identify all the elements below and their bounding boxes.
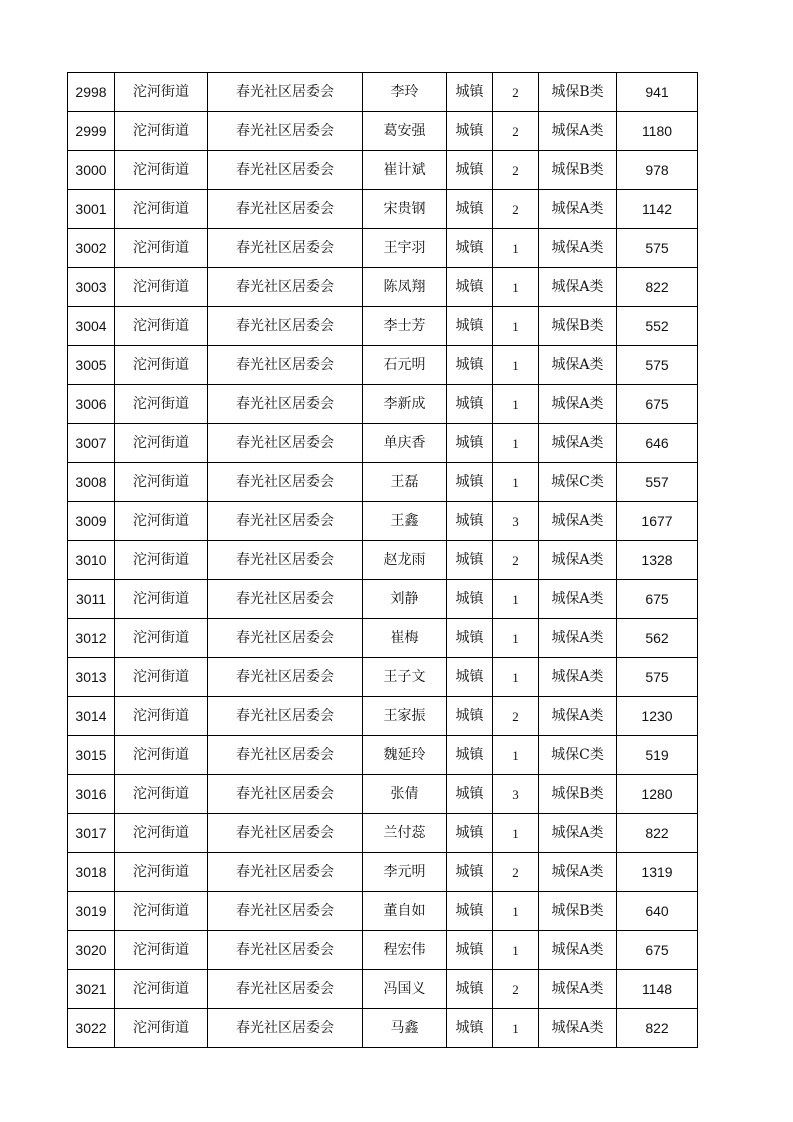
insurance-category-cell: 城保A类	[539, 502, 617, 541]
record-id-cell: 3022	[68, 1009, 115, 1048]
insurance-category-cell: 城保A类	[539, 112, 617, 151]
committee-cell: 春光社区居委会	[208, 697, 363, 736]
person-name-cell: 董自如	[363, 892, 447, 931]
insurance-category-cell: 城保B类	[539, 307, 617, 346]
area-type-cell: 城镇	[447, 814, 493, 853]
committee-cell: 春光社区居委会	[208, 502, 363, 541]
insurance-category-cell: 城保A类	[539, 814, 617, 853]
person-name-cell: 赵龙雨	[363, 541, 447, 580]
street-cell: 沱河街道	[115, 892, 208, 931]
area-type-cell: 城镇	[447, 73, 493, 112]
amount-cell: 675	[617, 385, 698, 424]
record-id-cell: 2999	[68, 112, 115, 151]
insurance-category-cell: 城保A类	[539, 190, 617, 229]
insurance-category-cell: 城保A类	[539, 658, 617, 697]
table-row	[68, 814, 698, 853]
committee-cell: 春光社区居委会	[208, 268, 363, 307]
record-id-cell: 3015	[68, 736, 115, 775]
amount-cell: 675	[617, 580, 698, 619]
table-row	[68, 619, 698, 658]
household-size-cell: 1	[493, 736, 539, 775]
person-name-cell: 李士芳	[363, 307, 447, 346]
record-id-cell: 3017	[68, 814, 115, 853]
insurance-category-cell: 城保A类	[539, 619, 617, 658]
street-cell: 沱河街道	[115, 853, 208, 892]
committee-cell: 春光社区居委会	[208, 853, 363, 892]
area-type-cell: 城镇	[447, 268, 493, 307]
table-row	[68, 970, 698, 1009]
person-name-cell: 冯国义	[363, 970, 447, 1009]
street-cell: 沱河街道	[115, 229, 208, 268]
table-row	[68, 346, 698, 385]
household-size-cell: 2	[493, 697, 539, 736]
amount-cell: 822	[617, 1009, 698, 1048]
street-cell: 沱河街道	[115, 112, 208, 151]
person-name-cell: 单庆香	[363, 424, 447, 463]
street-cell: 沱河街道	[115, 814, 208, 853]
table-row	[68, 775, 698, 814]
committee-cell: 春光社区居委会	[208, 346, 363, 385]
record-id-cell: 3009	[68, 502, 115, 541]
committee-cell: 春光社区居委会	[208, 580, 363, 619]
amount-cell: 552	[617, 307, 698, 346]
amount-cell: 1142	[617, 190, 698, 229]
committee-cell: 春光社区居委会	[208, 541, 363, 580]
household-size-cell: 2	[493, 853, 539, 892]
record-id-cell: 3012	[68, 619, 115, 658]
person-name-cell: 宋贵钢	[363, 190, 447, 229]
amount-cell: 562	[617, 619, 698, 658]
amount-cell: 640	[617, 892, 698, 931]
amount-cell: 1319	[617, 853, 698, 892]
committee-cell: 春光社区居委会	[208, 307, 363, 346]
record-id-cell: 3010	[68, 541, 115, 580]
record-id-cell: 3011	[68, 580, 115, 619]
amount-cell: 675	[617, 931, 698, 970]
insurance-category-cell: 城保A类	[539, 580, 617, 619]
person-name-cell: 李玲	[363, 73, 447, 112]
table-row	[68, 541, 698, 580]
area-type-cell: 城镇	[447, 931, 493, 970]
street-cell: 沱河街道	[115, 619, 208, 658]
area-type-cell: 城镇	[447, 658, 493, 697]
records-table-body	[68, 73, 698, 1048]
committee-cell: 春光社区居委会	[208, 112, 363, 151]
table-row	[68, 190, 698, 229]
table-row	[68, 892, 698, 931]
amount-cell: 575	[617, 658, 698, 697]
person-name-cell: 石元明	[363, 346, 447, 385]
amount-cell: 575	[617, 229, 698, 268]
insurance-category-cell: 城保A类	[539, 268, 617, 307]
table-row	[68, 658, 698, 697]
household-size-cell: 1	[493, 229, 539, 268]
record-id-cell: 3005	[68, 346, 115, 385]
record-id-cell: 2998	[68, 73, 115, 112]
record-id-cell: 3016	[68, 775, 115, 814]
area-type-cell: 城镇	[447, 1009, 493, 1048]
insurance-category-cell: 城保A类	[539, 424, 617, 463]
area-type-cell: 城镇	[447, 853, 493, 892]
committee-cell: 春光社区居委会	[208, 619, 363, 658]
household-size-cell: 1	[493, 892, 539, 931]
committee-cell: 春光社区居委会	[208, 814, 363, 853]
household-size-cell: 2	[493, 151, 539, 190]
insurance-category-cell: 城保A类	[539, 697, 617, 736]
committee-cell: 春光社区居委会	[208, 151, 363, 190]
household-size-cell: 1	[493, 268, 539, 307]
person-name-cell: 李元明	[363, 853, 447, 892]
record-id-cell: 3018	[68, 853, 115, 892]
person-name-cell: 陈凤翔	[363, 268, 447, 307]
insurance-category-cell: 城保B类	[539, 151, 617, 190]
street-cell: 沱河街道	[115, 775, 208, 814]
household-size-cell: 1	[493, 814, 539, 853]
table-row	[68, 697, 698, 736]
committee-cell: 春光社区居委会	[208, 931, 363, 970]
table-row	[68, 931, 698, 970]
street-cell: 沱河街道	[115, 658, 208, 697]
area-type-cell: 城镇	[447, 229, 493, 268]
record-id-cell: 3000	[68, 151, 115, 190]
area-type-cell: 城镇	[447, 502, 493, 541]
record-id-cell: 3001	[68, 190, 115, 229]
record-id-cell: 3013	[68, 658, 115, 697]
street-cell: 沱河街道	[115, 190, 208, 229]
household-size-cell: 1	[493, 424, 539, 463]
insurance-category-cell: 城保B类	[539, 892, 617, 931]
household-size-cell: 1	[493, 385, 539, 424]
record-id-cell: 3014	[68, 697, 115, 736]
street-cell: 沱河街道	[115, 502, 208, 541]
area-type-cell: 城镇	[447, 307, 493, 346]
street-cell: 沱河街道	[115, 463, 208, 502]
insurance-category-cell: 城保A类	[539, 229, 617, 268]
committee-cell: 春光社区居委会	[208, 229, 363, 268]
household-size-cell: 2	[493, 541, 539, 580]
household-size-cell: 2	[493, 112, 539, 151]
amount-cell: 557	[617, 463, 698, 502]
table-row	[68, 736, 698, 775]
person-name-cell: 葛安强	[363, 112, 447, 151]
committee-cell: 春光社区居委会	[208, 892, 363, 931]
area-type-cell: 城镇	[447, 775, 493, 814]
table-row	[68, 73, 698, 112]
record-id-cell: 3008	[68, 463, 115, 502]
committee-cell: 春光社区居委会	[208, 190, 363, 229]
table-row	[68, 502, 698, 541]
person-name-cell: 崔计斌	[363, 151, 447, 190]
street-cell: 沱河街道	[115, 970, 208, 1009]
area-type-cell: 城镇	[447, 190, 493, 229]
insurance-category-cell: 城保A类	[539, 853, 617, 892]
street-cell: 沱河街道	[115, 73, 208, 112]
street-cell: 沱河街道	[115, 346, 208, 385]
area-type-cell: 城镇	[447, 346, 493, 385]
table-row	[68, 424, 698, 463]
committee-cell: 春光社区居委会	[208, 970, 363, 1009]
area-type-cell: 城镇	[447, 892, 493, 931]
street-cell: 沱河街道	[115, 697, 208, 736]
table-row	[68, 580, 698, 619]
street-cell: 沱河街道	[115, 268, 208, 307]
household-size-cell: 2	[493, 190, 539, 229]
table-row	[68, 463, 698, 502]
street-cell: 沱河街道	[115, 541, 208, 580]
amount-cell: 1230	[617, 697, 698, 736]
street-cell: 沱河街道	[115, 1009, 208, 1048]
area-type-cell: 城镇	[447, 619, 493, 658]
table-row	[68, 229, 698, 268]
committee-cell: 春光社区居委会	[208, 463, 363, 502]
insurance-category-cell: 城保A类	[539, 931, 617, 970]
table-row	[68, 307, 698, 346]
record-id-cell: 3007	[68, 424, 115, 463]
table-row	[68, 853, 698, 892]
amount-cell: 1148	[617, 970, 698, 1009]
area-type-cell: 城镇	[447, 736, 493, 775]
insurance-category-cell: 城保B类	[539, 73, 617, 112]
household-size-cell: 1	[493, 463, 539, 502]
person-name-cell: 马鑫	[363, 1009, 447, 1048]
street-cell: 沱河街道	[115, 151, 208, 190]
household-size-cell: 1	[493, 1009, 539, 1048]
person-name-cell: 王家振	[363, 697, 447, 736]
area-type-cell: 城镇	[447, 385, 493, 424]
area-type-cell: 城镇	[447, 112, 493, 151]
person-name-cell: 兰付蕊	[363, 814, 447, 853]
amount-cell: 1677	[617, 502, 698, 541]
person-name-cell: 张倩	[363, 775, 447, 814]
area-type-cell: 城镇	[447, 463, 493, 502]
record-id-cell: 3020	[68, 931, 115, 970]
street-cell: 沱河街道	[115, 931, 208, 970]
insurance-category-cell: 城保C类	[539, 463, 617, 502]
area-type-cell: 城镇	[447, 424, 493, 463]
table-row	[68, 112, 698, 151]
street-cell: 沱河街道	[115, 580, 208, 619]
amount-cell: 1180	[617, 112, 698, 151]
record-id-cell: 3002	[68, 229, 115, 268]
area-type-cell: 城镇	[447, 580, 493, 619]
street-cell: 沱河街道	[115, 385, 208, 424]
amount-cell: 822	[617, 814, 698, 853]
street-cell: 沱河街道	[115, 307, 208, 346]
committee-cell: 春光社区居委会	[208, 775, 363, 814]
household-size-cell: 2	[493, 970, 539, 1009]
amount-cell: 822	[617, 268, 698, 307]
household-size-cell: 1	[493, 346, 539, 385]
person-name-cell: 崔梅	[363, 619, 447, 658]
household-size-cell: 3	[493, 775, 539, 814]
committee-cell: 春光社区居委会	[208, 1009, 363, 1048]
person-name-cell: 王磊	[363, 463, 447, 502]
household-size-cell: 3	[493, 502, 539, 541]
committee-cell: 春光社区居委会	[208, 658, 363, 697]
area-type-cell: 城镇	[447, 541, 493, 580]
household-size-cell: 1	[493, 658, 539, 697]
table-row	[68, 268, 698, 307]
committee-cell: 春光社区居委会	[208, 736, 363, 775]
record-id-cell: 3021	[68, 970, 115, 1009]
insurance-category-cell: 城保B类	[539, 775, 617, 814]
person-name-cell: 魏延玲	[363, 736, 447, 775]
person-name-cell: 王鑫	[363, 502, 447, 541]
table-row	[68, 1009, 698, 1048]
record-id-cell: 3006	[68, 385, 115, 424]
person-name-cell: 王子文	[363, 658, 447, 697]
table-row	[68, 385, 698, 424]
insurance-category-cell: 城保A类	[539, 346, 617, 385]
household-size-cell: 1	[493, 580, 539, 619]
household-size-cell: 2	[493, 73, 539, 112]
record-id-cell: 3019	[68, 892, 115, 931]
insurance-category-cell: 城保A类	[539, 970, 617, 1009]
committee-cell: 春光社区居委会	[208, 385, 363, 424]
insurance-category-cell: 城保A类	[539, 541, 617, 580]
area-type-cell: 城镇	[447, 151, 493, 190]
amount-cell: 646	[617, 424, 698, 463]
committee-cell: 春光社区居委会	[208, 424, 363, 463]
record-id-cell: 3003	[68, 268, 115, 307]
person-name-cell: 李新成	[363, 385, 447, 424]
street-cell: 沱河街道	[115, 424, 208, 463]
household-size-cell: 1	[493, 931, 539, 970]
insurance-category-cell: 城保A类	[539, 1009, 617, 1048]
area-type-cell: 城镇	[447, 970, 493, 1009]
area-type-cell: 城镇	[447, 697, 493, 736]
records-table	[67, 72, 698, 1048]
insurance-category-cell: 城保C类	[539, 736, 617, 775]
amount-cell: 978	[617, 151, 698, 190]
person-name-cell: 程宏伟	[363, 931, 447, 970]
street-cell: 沱河街道	[115, 736, 208, 775]
person-name-cell: 王宇羽	[363, 229, 447, 268]
amount-cell: 1280	[617, 775, 698, 814]
amount-cell: 1328	[617, 541, 698, 580]
insurance-category-cell: 城保A类	[539, 385, 617, 424]
household-size-cell: 1	[493, 307, 539, 346]
household-size-cell: 1	[493, 619, 539, 658]
committee-cell: 春光社区居委会	[208, 73, 363, 112]
amount-cell: 575	[617, 346, 698, 385]
amount-cell: 941	[617, 73, 698, 112]
amount-cell: 519	[617, 736, 698, 775]
table-row	[68, 151, 698, 190]
record-id-cell: 3004	[68, 307, 115, 346]
person-name-cell: 刘静	[363, 580, 447, 619]
